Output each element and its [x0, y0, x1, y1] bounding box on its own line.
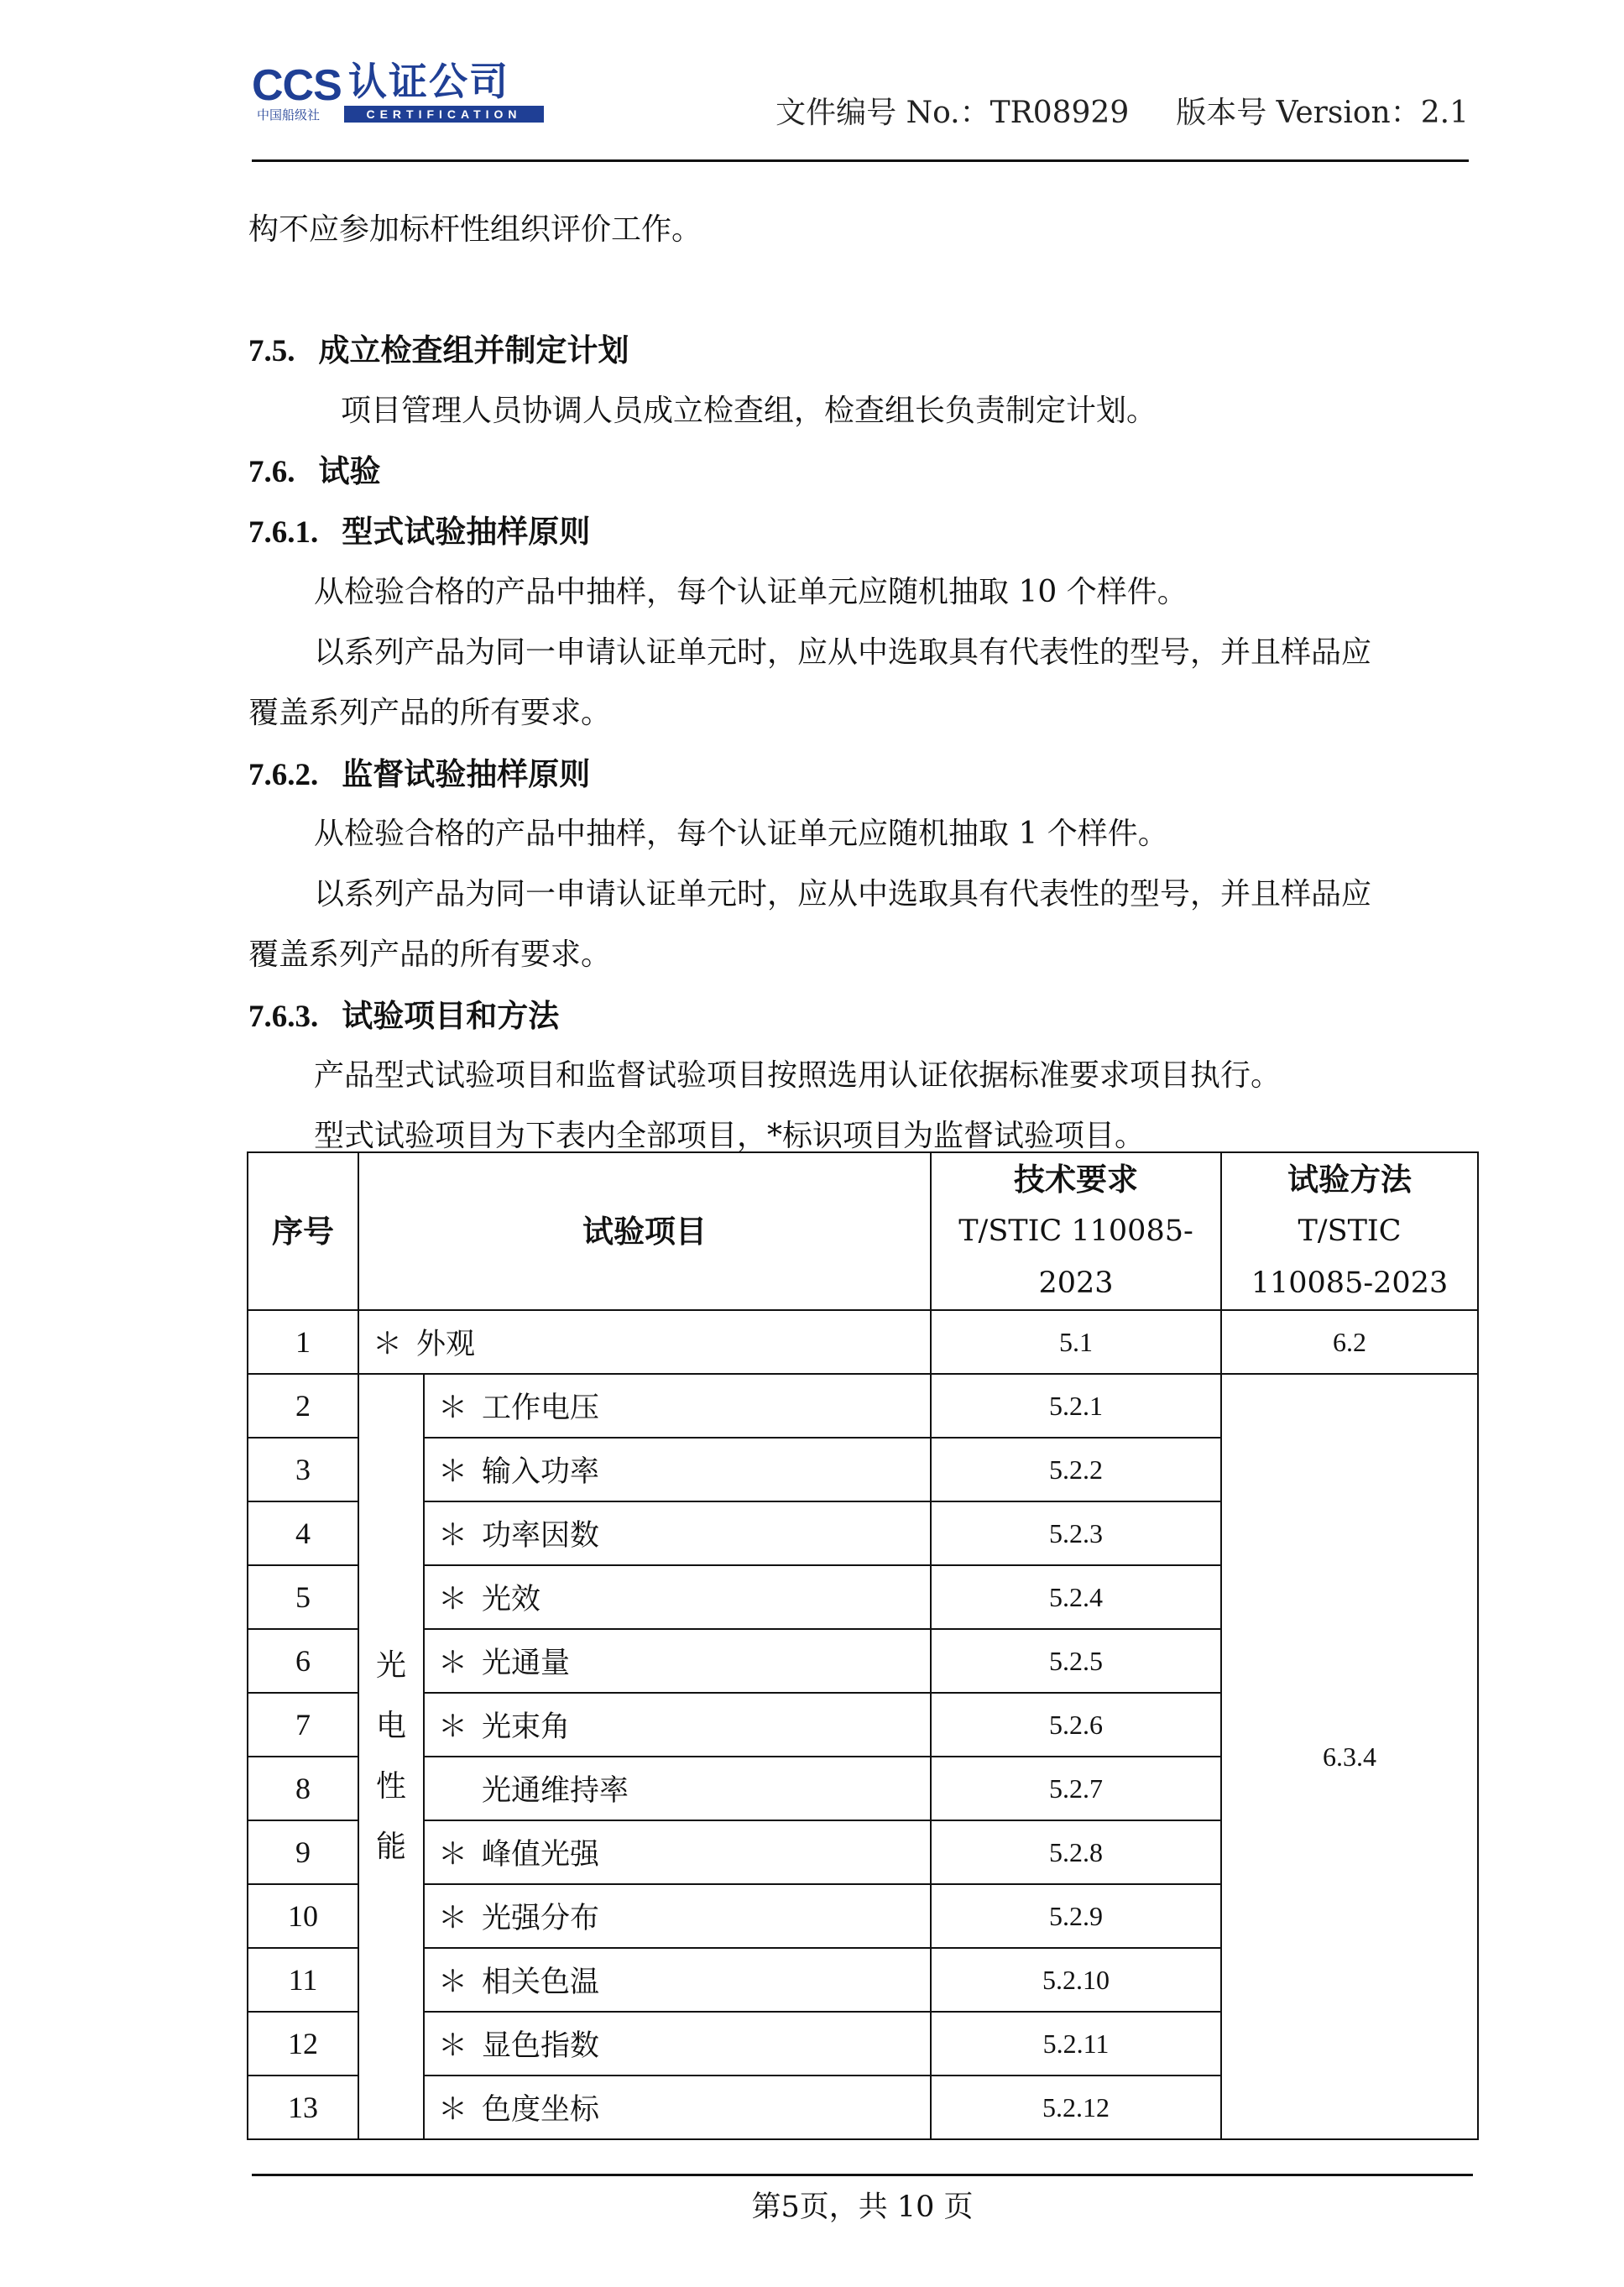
paragraph-7-6-2-b2: 覆盖系列产品的所有要求。: [248, 937, 612, 972]
star-mark: ＊: [438, 1710, 468, 1744]
header-requirement-std2: 2023: [1038, 1266, 1114, 1300]
footer-divider: [252, 2174, 1473, 2176]
category-char: 光: [375, 1648, 406, 1683]
star-mark: ＊: [438, 2093, 468, 2127]
row-item-name: 峰值光强: [482, 1838, 600, 1872]
continued-paragraph: 构不应参加标杆性组织评价工作。: [248, 212, 702, 247]
test-items-table: [247, 1151, 1479, 2140]
paragraph-7-6-1-a: 从检验合格的产品中抽样，每个认证单元应随机抽取 10 个样件。: [314, 575, 1188, 609]
table-header-row: [248, 1152, 1478, 1310]
row-no: 2: [248, 1374, 358, 1438]
header-no: 序号: [248, 1152, 358, 1310]
row-requirement: 5.2.2: [931, 1438, 1221, 1501]
heading-7-5: [248, 330, 629, 372]
row-item-name: 外观: [416, 1328, 476, 1361]
star-mark: ＊: [438, 1392, 468, 1425]
heading-7-6-2: [248, 754, 590, 796]
category-char: 能: [375, 1830, 406, 1864]
heading-7-6: [248, 451, 381, 493]
paragraph-7-6-3-b: 型式试验项目为下表内全部项目，*标识项目为监督试验项目。: [314, 1119, 1146, 1153]
star-mark: ＊: [373, 1328, 403, 1361]
heading-number: 7.5.: [248, 334, 295, 368]
heading-number: 7.6.2.: [248, 758, 319, 792]
paragraph-7-6-1-b1: 以系列产品为同一申请认证单元时，应从中选取具有代表性的型号，并且样品应: [314, 635, 1372, 670]
heading-number: 7.6.: [248, 455, 295, 489]
row-item: [424, 2076, 931, 2139]
row-item-name: 光通量: [482, 1647, 571, 1680]
row-no: 10: [248, 1884, 358, 1948]
row-requirement: 5.2.12: [931, 2076, 1221, 2139]
row-no: 12: [248, 2012, 358, 2076]
paragraph-7-6-3-a: 产品型式试验项目和监督试验项目按照选用认证依据标准要求项目执行。: [314, 1058, 1282, 1093]
heading-number: 7.6.1.: [248, 515, 319, 550]
doc-version: 版本号 Version：2.1: [1176, 96, 1469, 130]
row-item: [424, 1948, 931, 2012]
star-mark: ＊: [438, 1902, 468, 1935]
row-item: [358, 1310, 931, 1374]
row-item: [424, 1629, 931, 1693]
row-item-name: 功率因数: [482, 1519, 600, 1553]
row-requirement: 5.2.5: [931, 1629, 1221, 1693]
page-number: 第5页，共 10 页: [751, 2190, 974, 2224]
paragraph-7-6-1-b2: 覆盖系列产品的所有要求。: [248, 696, 612, 730]
row-no: 1: [248, 1310, 358, 1374]
logo-certification-cn: 认证公司: [348, 59, 509, 104]
header-requirement-title: 技术要求: [1014, 1161, 1138, 1198]
row-item-name: 光强分布: [482, 1902, 600, 1935]
row-requirement: 5.2.11: [931, 2012, 1221, 2076]
category-photoelectric: [358, 1374, 424, 2139]
header-item: 试验项目: [358, 1152, 931, 1310]
row-requirement: 5.2.9: [931, 1884, 1221, 1948]
header-method: [1221, 1152, 1478, 1310]
row-item-name: 显色指数: [482, 2029, 600, 2063]
heading-title: 型式试验抽样原则: [342, 513, 591, 550]
row-item: [424, 1693, 931, 1757]
header-method-title: 试验方法: [1287, 1161, 1412, 1198]
row-no: 13: [248, 2076, 358, 2139]
paragraph-7-6-2-b1: 以系列产品为同一申请认证单元时，应从中选取具有代表性的型号，并且样品应: [314, 877, 1372, 911]
row-no: 4: [248, 1501, 358, 1565]
row-requirement: 5.2.4: [931, 1565, 1221, 1629]
row-item: [424, 2012, 931, 2076]
heading-7-6-3: [248, 995, 559, 1037]
heading-title: 试验项目和方法: [342, 997, 560, 1034]
star-mark: ＊: [438, 1966, 468, 1999]
star-mark: ＊: [438, 2029, 468, 2063]
row-item-name: 色度坐标: [482, 2093, 600, 2127]
row-no: 8: [248, 1757, 358, 1820]
logo-certification-en: CERTIFICATION: [344, 106, 544, 123]
row-requirement: 5.2.3: [931, 1501, 1221, 1565]
header-divider: [252, 159, 1469, 162]
row-item: [424, 1757, 931, 1820]
row-requirement: 5.2.7: [931, 1757, 1221, 1820]
group-method: 6.3.4: [1221, 1374, 1478, 2139]
row-no: 7: [248, 1693, 358, 1757]
row-item: [424, 1884, 931, 1948]
row-item-name: 光效: [482, 1583, 541, 1616]
header-method-std1: T/STIC: [1298, 1214, 1402, 1248]
doc-number: 文件编号 No.：TR08929: [775, 96, 1130, 130]
logo-society: 中国船级社: [257, 107, 321, 123]
category-char: 电: [375, 1709, 406, 1743]
row-item: [424, 1565, 931, 1629]
row-requirement: 5.2.6: [931, 1693, 1221, 1757]
star-mark: ＊: [438, 1519, 468, 1553]
row-no: 3: [248, 1438, 358, 1501]
heading-7-6-1: [248, 511, 590, 553]
row-no: 5: [248, 1565, 358, 1629]
star-mark: ＊: [438, 1647, 468, 1680]
paragraph-7-6-2-a: 从检验合格的产品中抽样，每个认证单元应随机抽取 1 个样件。: [314, 817, 1168, 851]
logo-ccs: CCS: [252, 61, 342, 110]
star-mark: ＊: [438, 1838, 468, 1872]
table-row: [248, 1374, 1478, 1438]
star-mark: ＊: [438, 1455, 468, 1489]
row-requirement: 5.2.10: [931, 1948, 1221, 2012]
header-method-std2: 110085-2023: [1251, 1266, 1449, 1300]
row-item: [424, 1820, 931, 1884]
row-item-name: 工作电压: [482, 1392, 600, 1425]
heading-title: 成立检查组并制定计划: [318, 332, 629, 368]
heading-number: 7.6.3.: [248, 1000, 319, 1034]
row-no: 6: [248, 1629, 358, 1693]
row-item-name: 光束角: [482, 1710, 571, 1744]
row-no: 9: [248, 1820, 358, 1884]
table-row: [248, 1310, 1478, 1374]
row-item: [424, 1501, 931, 1565]
row-item-name: 输入功率: [482, 1455, 600, 1489]
row-item-name: 光通维持率: [482, 1774, 629, 1808]
row-item: [424, 1438, 931, 1501]
paragraph-7-5: 项目管理人员协调人员成立检查组，检查组长负责制定计划。: [341, 394, 1157, 428]
row-requirement: 5.2.1: [931, 1374, 1221, 1438]
header-requirement-std1: T/STIC 110085-: [958, 1214, 1193, 1248]
row-item-name: 相关色温: [482, 1966, 600, 1999]
row-item: [424, 1374, 931, 1438]
row-no: 11: [248, 1948, 358, 2012]
header-info: [755, 89, 1469, 132]
star-mark: ＊: [438, 1583, 468, 1616]
row-method: 6.2: [1221, 1310, 1478, 1374]
row-requirement: 5.1: [931, 1310, 1221, 1374]
header-requirement: [931, 1152, 1221, 1310]
row-requirement: 5.2.8: [931, 1820, 1221, 1884]
category-char: 性: [375, 1769, 406, 1804]
heading-title: 试验: [318, 452, 381, 489]
heading-title: 监督试验抽样原则: [342, 755, 591, 792]
